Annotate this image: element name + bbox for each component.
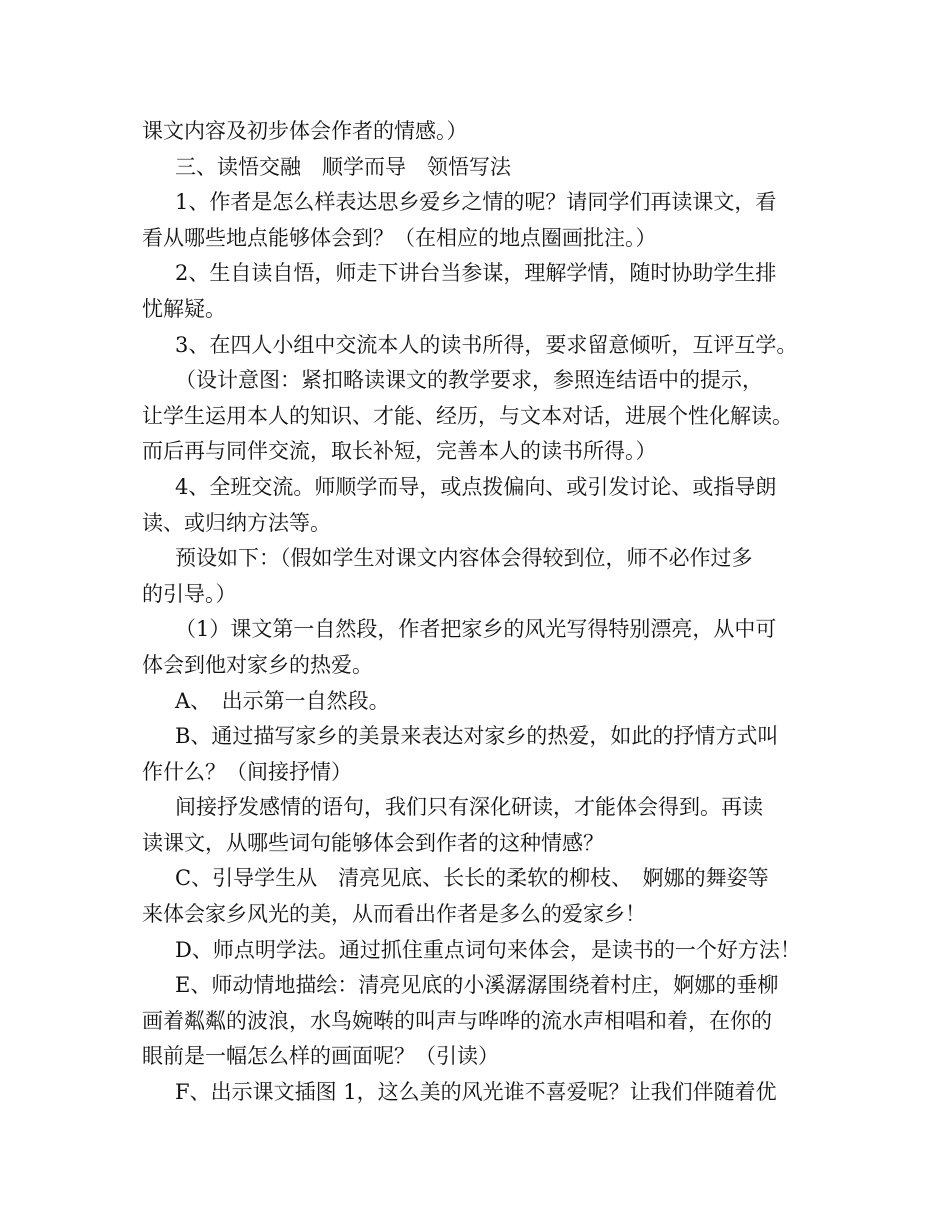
text-line: 2、生自读自悟，师走下讲台当参谋，理解学情，随时协助学生排 [175, 261, 777, 286]
text-line: A、 出示第一自然段。 [175, 688, 390, 713]
text-line: 3、在四人小组中交流本人的读书所得，要求留意倾听，互评互学。 [175, 332, 798, 357]
text-line: B、通过描写家乡的美景来表达对家乡的热爱，如此的抒情方式叫 [175, 724, 779, 749]
text-line: 而后再与同伴交流，取长补短，完善本人的读书所得。） [142, 439, 657, 464]
text-line: D、师点明学法。通过抓住重点词句来体会，是读书的一个好方法！ [175, 937, 801, 962]
text-line: 预设如下：（假如学生对课文内容体会得较到位，师不必作过多 [175, 546, 753, 571]
text-line: （1）课文第一自然段，作者把家乡的风光写得特别漂亮，从中可 [175, 617, 777, 642]
text-line: 忧解疑。 [142, 296, 226, 321]
text-line: E、师动情地描绘：清亮见底的小溪潺潺围绕着村庄，婀娜的垂柳 [175, 973, 779, 998]
text-line: 的引导。） [142, 581, 237, 606]
text-line: 读课文，从哪些词句能够体会到作者的这种情感？ [142, 830, 604, 855]
text-line: （设计意图：紧扣略读课文的教学要求，参照连结语中的提示， [175, 368, 763, 393]
text-line: C、引导学生从 清亮见底、长长的柔软的柳枝、 婀娜的舞姿等 [175, 866, 769, 891]
text-line: 间接抒发感情的语句，我们只有深化研读，才能体会得到。再读 [175, 795, 763, 820]
text-line: 看从哪些地点能够体会到？（在相应的地点圈画批注。） [142, 225, 657, 250]
text-line: 眼前是一幅怎么样的画面呢？（引读） [142, 1044, 499, 1069]
text-line: 三、读悟交融 顺学而导 领悟写法 [175, 154, 511, 179]
text-line: F、出示课文插图 1，这么美的风光谁不喜爱呢？让我们伴随着优 [175, 1080, 777, 1105]
text-line: 课文内容及初步体会作者的情感。） [142, 119, 468, 143]
text-line: 来体会家乡风光的美，从而看出作者是多么的爱家乡！ [142, 902, 646, 927]
text-line: 读、或归纳方法等。 [142, 510, 331, 535]
text-line: 作什么？（间接抒情） [142, 759, 352, 784]
text-line: 画着粼粼的波浪，水鸟婉啭的叫声与哗哗的流水声相唱和着，在你的 [142, 1008, 772, 1033]
text-line: 体会到他对家乡的热爱。 [142, 652, 373, 677]
text-line: 让学生运用本人的知识、才能、经历，与文本对话，进展个性化解读。 [142, 403, 793, 428]
text-line: 4、全班交流。师顺学而导，或点拨偏向、或引发讨论、或指导朗 [175, 474, 777, 499]
document-page [142, 114, 842, 1111]
text-line: 1、作者是怎么样表达思乡爱乡之情的呢？请同学们再读课文，看 [175, 190, 777, 215]
